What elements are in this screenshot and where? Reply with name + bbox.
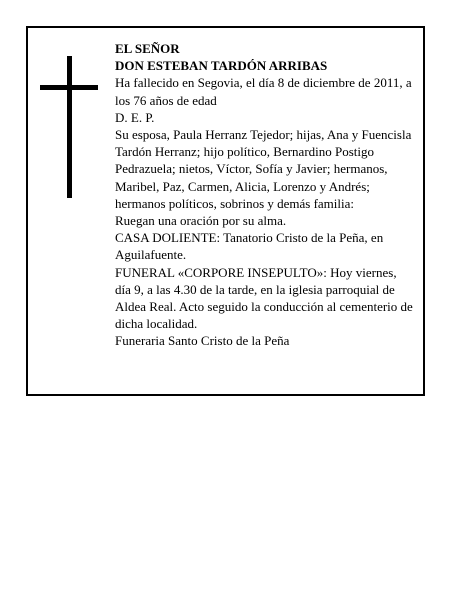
cross-icon <box>40 56 98 198</box>
funeral-info: FUNERAL «CORPORE INSEPULTO»: Hoy viernes, día 9, a las 4.30 de la tarde, en la iglesia parroquial de Aldea Real. Acto seguido la conducción al cementerio de dicha localidad. <box>115 264 413 332</box>
casa-doliente: CASA DOLIENTE: Tanatorio Cristo de la Peña, en Aguilafuente. <box>115 230 384 263</box>
cross-vertical-bar <box>67 56 72 198</box>
prayer-line: Ruegan una oración por su alma. <box>115 213 287 229</box>
death-info: Ha fallecido en Segovia, el día 8 de diciembre de 2011, a los 76 años de edad <box>115 75 412 108</box>
funeraria-name: Funeraria Santo Cristo de la Peña <box>115 333 290 349</box>
cross-horizontal-bar <box>40 85 98 90</box>
title-line-1: EL SEÑOR <box>115 41 180 56</box>
obituary-notice <box>26 26 425 396</box>
notice-body <box>115 40 415 350</box>
deceased-name: DON ESTEBAN TARDÓN ARRIBAS <box>115 58 328 74</box>
family-list: Su esposa, Paula Herranz Tejedor; hijas, Ana y Fuencisla Tardón Herranz; hijo político, Bernardino Postigo Pedrazuela; nietos, Víctor, Sofía y Javier; hermanos, Maribel, Paz, Carmen, Alicia, Lorenzo y Andrés; hermanos políticos, sobrinos y demás familia: <box>115 127 412 211</box>
dep-line: D. E. P. <box>115 109 155 125</box>
